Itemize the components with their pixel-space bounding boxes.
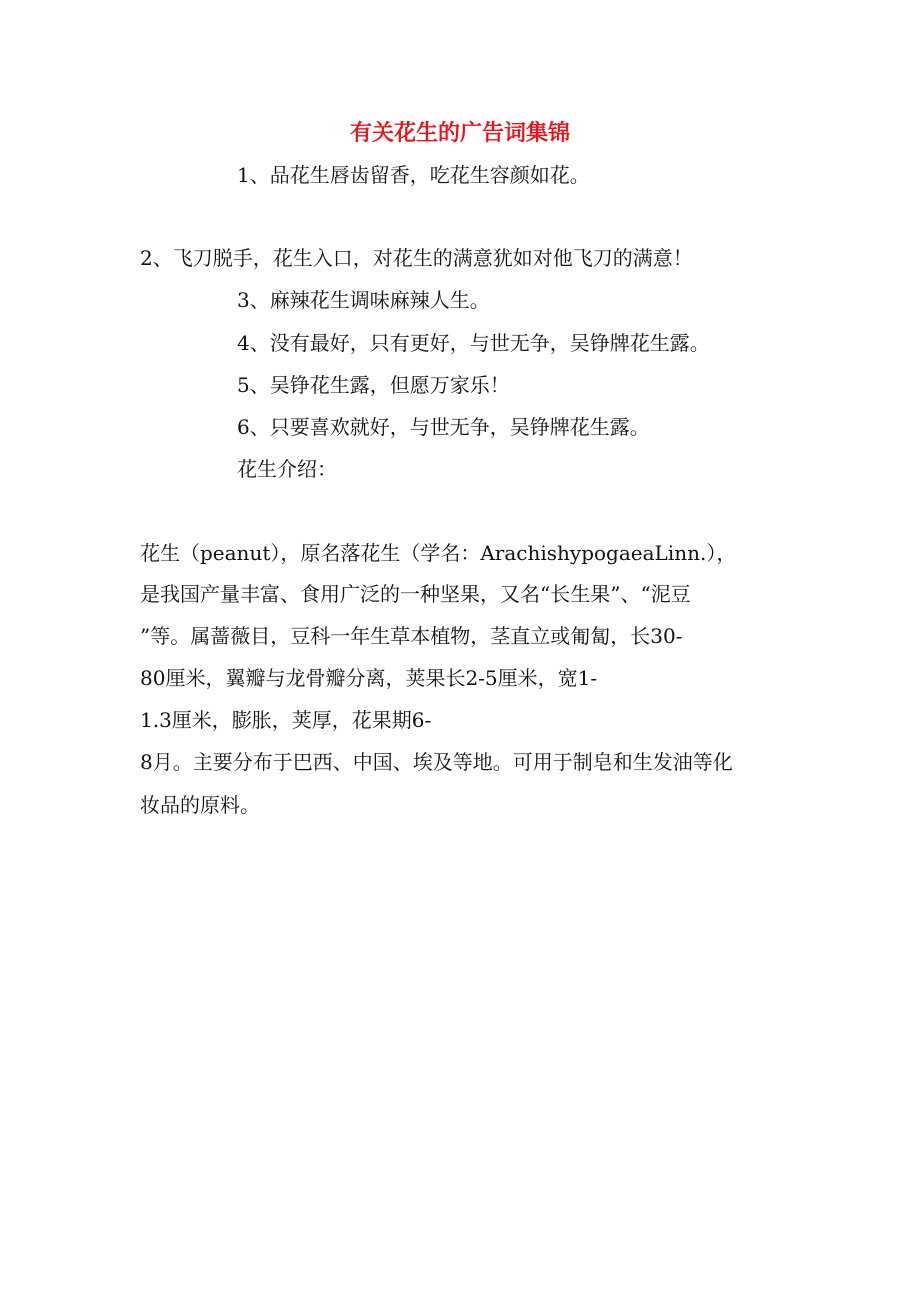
slogan-6: 6、只要喜欢就好，与世无争，吴铮牌花生露。: [237, 415, 650, 439]
slogan-3: 3、麻辣花生调味麻辣人生。: [237, 288, 490, 312]
document-title: 有关花生的广告词集锦: [349, 121, 570, 146]
intro-heading: 花生介绍：: [237, 457, 337, 481]
intro-line: 妆品的原料。: [140, 793, 260, 817]
intro-line: 80厘米，翼瓣与龙骨瓣分离，荚果长2-5厘米，宽1-: [140, 666, 598, 690]
slogan-5: 5、吴铮花生露，但愿万家乐！: [237, 373, 510, 397]
slogan-4: 4、没有最好，只有更好，与世无争，吴铮牌花生露。: [237, 331, 710, 355]
intro-line: ”等。属蔷薇目，豆科一年生草本植物，茎直立或匍匐，长30-: [140, 624, 683, 648]
slogan-1: 1、品花生唇齿留香，吃花生容颜如花。: [237, 163, 590, 187]
intro-line: 8月。主要分布于巴西、中国、埃及等地。可用于制皂和生发油等化: [140, 750, 733, 774]
intro-line: 1.3厘米，膨胀，荚厚，花果期6-: [140, 708, 432, 732]
intro-line: 是我国产量丰富、食用广泛的一种坚果，又名“长生果”、“泥豆: [140, 582, 691, 606]
intro-line: 花生（peanut），原名落花生（学名：ArachishypogaeaLinn.），: [140, 541, 737, 565]
slogan-2: 2、飞刀脱手，花生入口，对花生的满意犹如对他飞刀的满意！: [140, 246, 693, 270]
